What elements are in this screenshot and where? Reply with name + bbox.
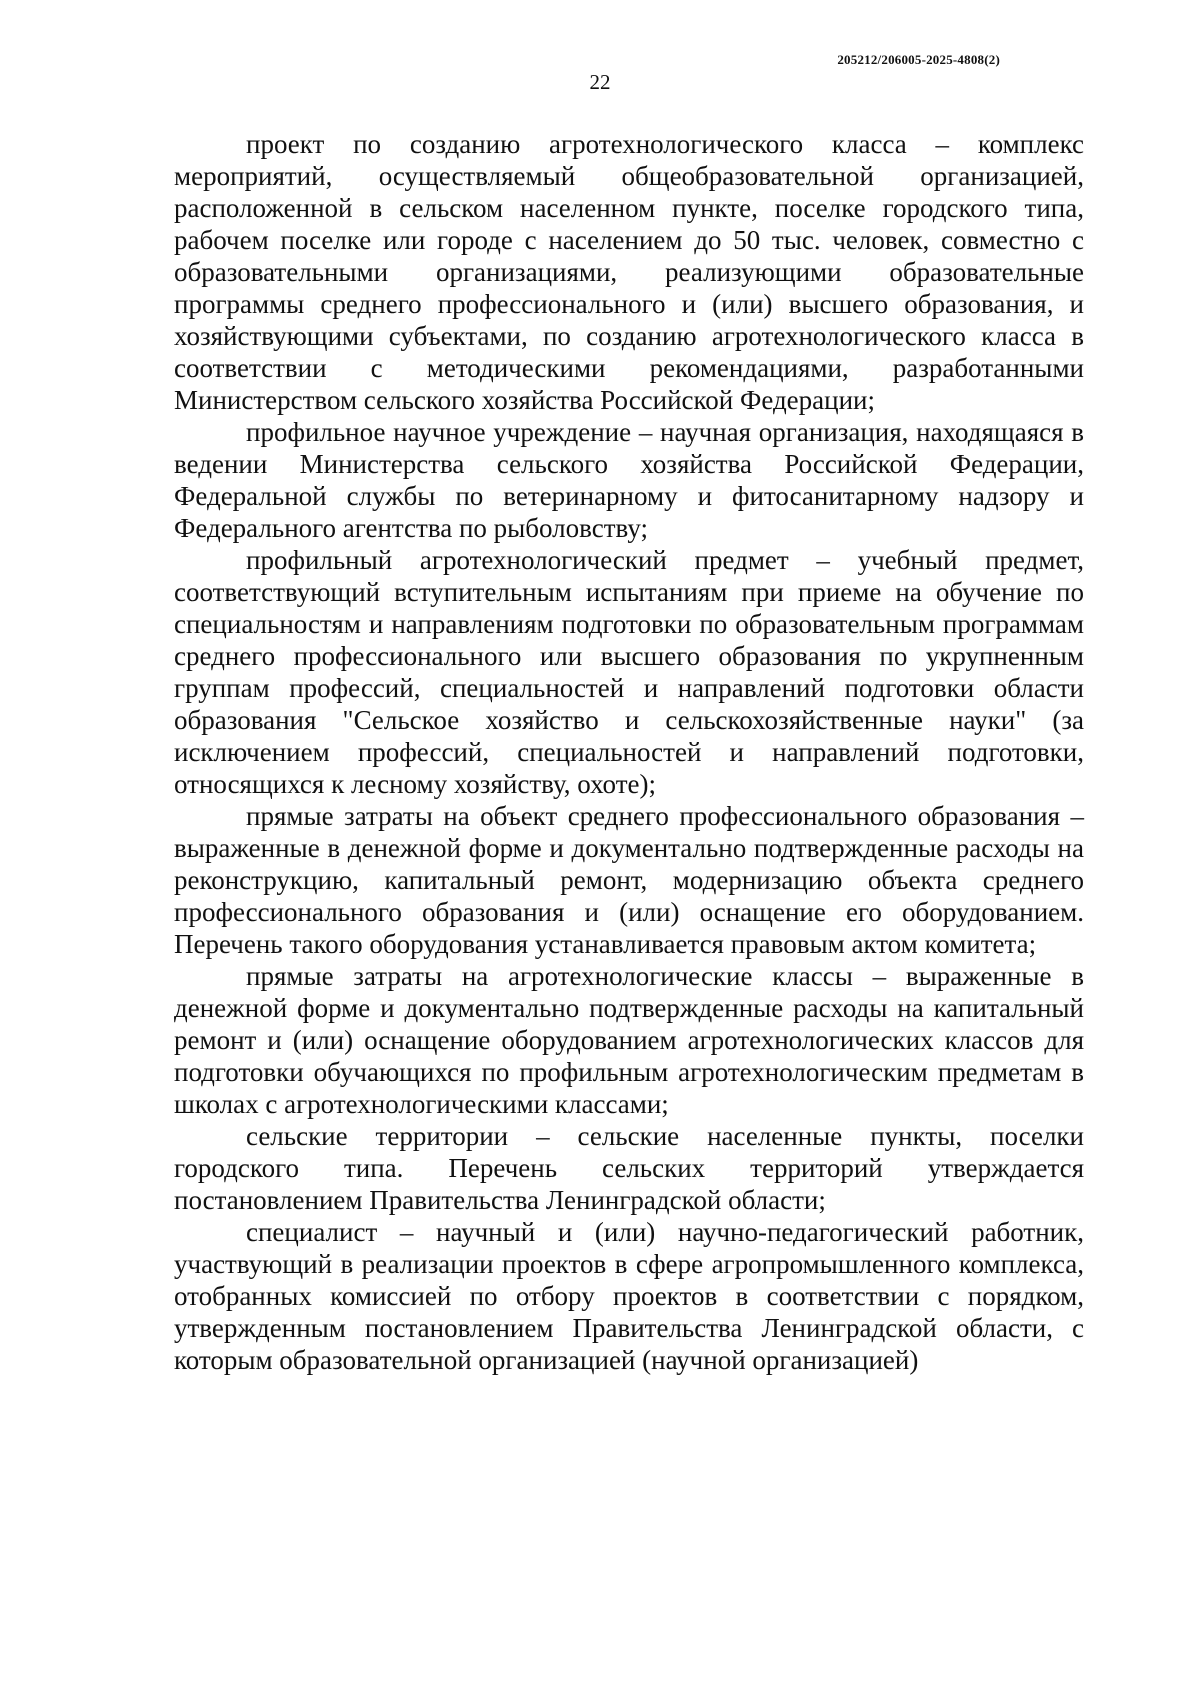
paragraph-profile-scientific-institution: профильное научное учреждение – научная организация, находящаяся в ведении Министерства сельского хозяйства Российской Федерации, Федеральной службы по ветеринарному и фитосанитарному надзору и Федерального агентства по рыболовству; <box>174 417 1084 543</box>
page-number: 22 <box>589 70 611 94</box>
paragraph-direct-costs-agrotech-classes: прямые затраты на агротехнологические классы – выраженные в денежной форме и документально подтвержденные расходы на капитальный ремонт и (или) оснащение оборудованием агротехнологических классов для подготовки обучающихся по профильным агротехнологическим предметам в школах с агротехнологическими классами; <box>174 961 1084 1119</box>
paragraph-direct-costs-vocational: прямые затраты на объект среднего профессионального образования – выраженные в денежной форме и документально подтвержденные расходы на реконструкцию, капитальный ремонт, модернизацию объекта среднего профессионального образования и (или) оснащение его оборудованием. Перечень такого оборудования устанавливается правовым актом комитета; <box>174 801 1084 959</box>
paragraph-specialist: специалист – научный и (или) научно-педагогический работник, участвующий в реализации проектов в сфере агропромышленного комплекса, отобранных комиссией по отбору проектов в соответствии с порядком, утвержденным постановлением Правительства Ленинградской области, с которым образовательной организацией (научной организацией) <box>174 1217 1084 1375</box>
paragraph-rural-territories: сельские территории – сельские населенные пункты, поселки городского типа. Перечень сельских территорий утверждается постановлением Правительства Ленинградской области; <box>174 1121 1084 1215</box>
paragraph-agrotech-class-project: проект по созданию агротехнологического класса – комплекс мероприятий, осуществляемый общеобразовательной организацией, расположенной в сельском населенном пункте, поселке городского типа, рабочем поселке или городе с населением до 50 тыс. человек, совместно с образовательными организациями, реализующими образовательные программы среднего профессионального и (или) высшего образования, и хозяйствующими субъектами, по созданию агротехнологического класса в соответствии с методическими рекомендациями, разработанными Министерством сельского хозяйства Российской Федерации; <box>174 129 1084 415</box>
document-body <box>174 128 1084 1376</box>
document-registration-code: 205212/206005-2025-4808(2) <box>837 52 1000 67</box>
paragraph-profile-agrotech-subject: профильный агротехнологический предмет – учебный предмет, соответствующий вступительным испытаниям при приеме на обучение по специальностям и направлениям подготовки по образовательным программам среднего профессионального или высшего образования по укрупненным группам профессий, специальностей и направлений подготовки области образования "Сельское хозяйство и сельскохозяйственные науки" (за исключением профессий, специальностей и направлений подготовки, относящихся к лесному хозяйству, охоте); <box>174 545 1084 799</box>
